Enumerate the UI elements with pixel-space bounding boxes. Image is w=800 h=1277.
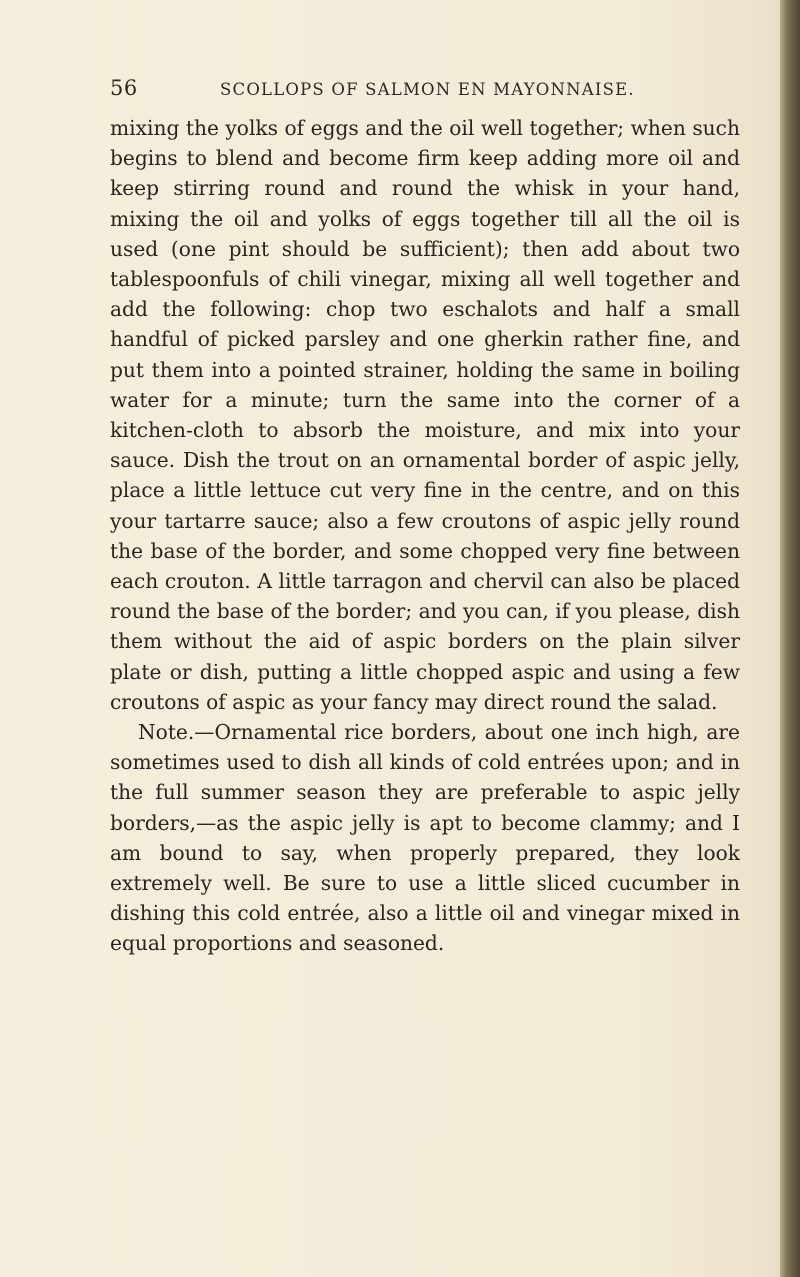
note-paragraph: Note.—Ornamental rice borders, about one inch high, are sometimes used to dish all kinds of cold entrées upon; and in the full summer season they are preferable to aspic jelly borders,—as the aspic jelly is apt to become clammy; and I am bound to say, when properly prepared, they look extremely well. Be sure to use a little sliced cucumber in dishing this cold entrée, also a little oil and vinegar mixed in equal proportions and seasoned.: [110, 720, 740, 956]
page-number: 56: [110, 76, 138, 100]
page-binding-edge: [780, 0, 800, 1277]
body-text: [110, 113, 740, 959]
recipe-paragraph: mixing the yolks of eggs and the oil well together; when such begins to blend and become firm keep adding more oil and keep stirring round and round the whisk in your hand, mixing the oil and yolks of eggs together till all the oil is used (one pint should be sufficient); then add about two tablespoonfuls of chili vinegar, mixing all well together and add the following: chop two eschalots and half a small handful of picked parsley and one gherkin rather fine, and put them into a pointed strainer, holding the same in boiling water for a minute; turn the same into the corner of a kitchen-cloth to absorb the moisture, and mix into your sauce. Dish the trout on an ornamental border of aspic jelly, place a little lettuce cut very fine in the centre, and on this your tartarre sauce; also a few croutons of aspic jelly round the base of the border, and some chopped very fine between each crouton. A little tarragon and chervil can also be placed round the base of the border; and you can, if you please, dish them without the aid of aspic borders on the plain silver plate or dish, putting a little chopped aspic and using a few croutons of aspic as your fancy may direct round the salad.: [110, 116, 740, 714]
running-title: SCOLLOPS OF SALMON EN MAYONNAISE.: [220, 80, 635, 99]
page-header: [110, 76, 750, 106]
